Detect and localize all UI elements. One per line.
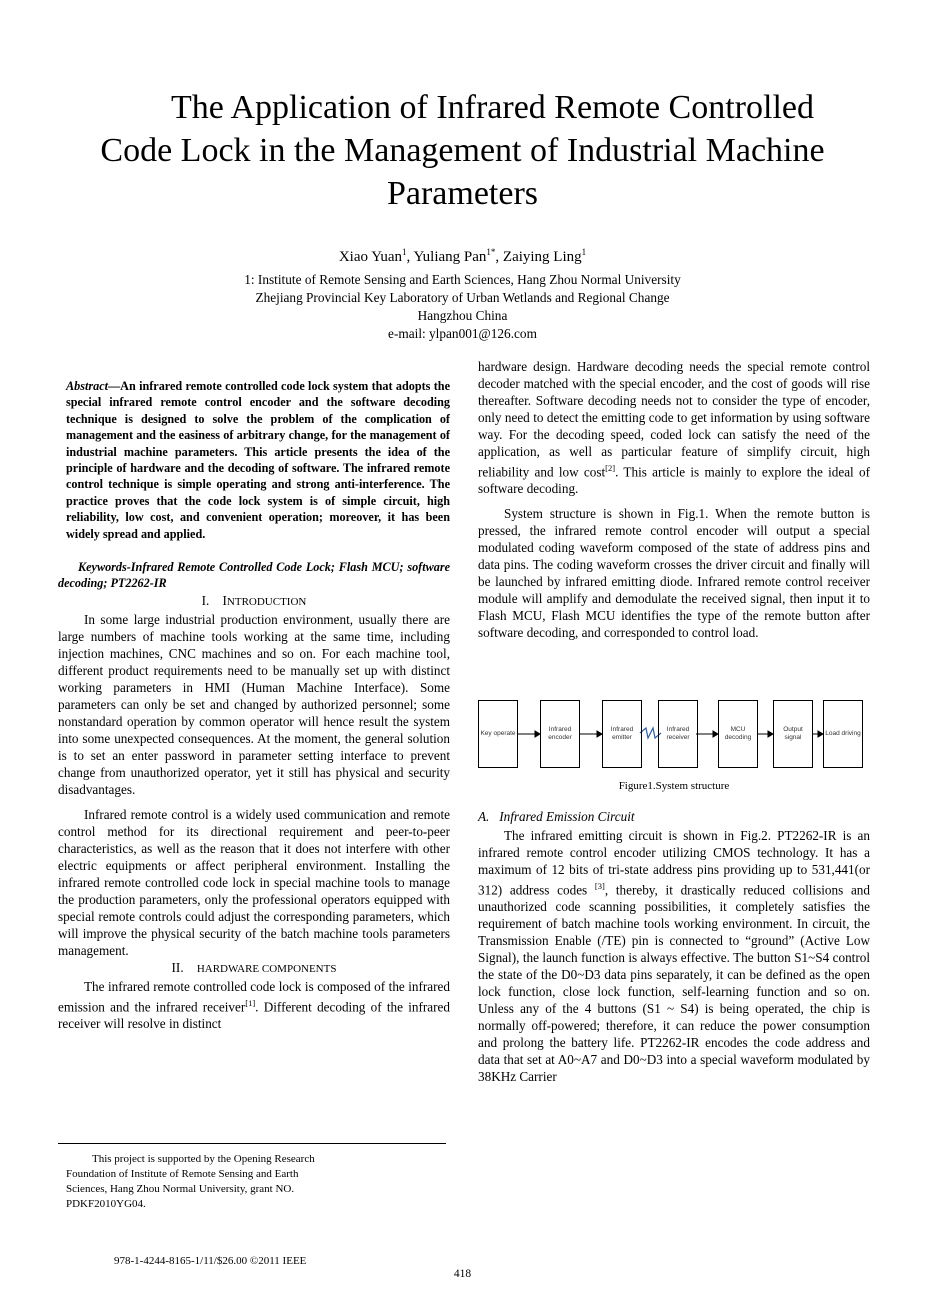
paper-title xyxy=(40,86,885,215)
citation-2: [2] xyxy=(605,463,616,473)
intro-paragraph-2: Infrared remote control is a widely used communication and remote control method for its directional requirement and peer-to-peer characteristics, as well as the reason that it does not interfere with other electric equipments or affect peripheral environment. Installing the infrared remote controlled code lock in special machine tools to manage the production parameters, only the professional operators equipped with special remote controls could adjust the corresponding parameters, which will improve the physical security of the batch machine tools parameters management. xyxy=(58,806,450,958)
section-number: I. xyxy=(201,592,210,608)
section-title-rest: NTRODUCTION xyxy=(226,595,307,608)
hardware-cont-text-a: hardware design. Hardware decoding needs the special remote control decoder matched with the special encoder, and the cost of goods will rise thereafter. Software decoding needs not to consider the type of encoder, only need to detect the emitting code to get information by using software way. For the decoding speed, coded lock can satisfy the need of the application, as well as particular feature of simplify circuit, high reliability and low cost xyxy=(478,359,870,480)
box-load-driving: Load driving xyxy=(823,700,863,768)
intro-paragraph-1: In some large industrial production environment, usually there are large numbers of machine tools working at the same time, including injection machines, CNC machines and so on. For each machine tool, different product requirements need to be manually set up with distinct working parameters in HMI (Human Machine Interface). Some parameters can only be set and changed by authorized personnel; some nonstandard operation by common operator will hence result the system into some unexpected consequences. At the moment, the general solution is to set an enter password in parameter setting interface to prevent change from unauthorized operator, yet it still has physical and security disadvantages. xyxy=(58,611,450,797)
affiliation-line-3: Hangzhou China xyxy=(417,308,508,323)
author-email: e-mail: ylpan001@126.com xyxy=(388,326,537,341)
hardware-cont-text-b: . This article is mainly to explore the ideal of software decoding. xyxy=(478,464,870,497)
author-2-affil: 1* xyxy=(486,247,496,257)
box-infrared-emitter: Infrared emitter xyxy=(602,700,642,768)
author-2: Yuliang Pan xyxy=(413,249,487,265)
left-column xyxy=(58,378,450,1032)
box-key-operate: Key operate xyxy=(478,700,518,768)
emission-text-b: , thereby, it drastically reduced collisions and unauthorized code scanning possibilities, it completely satisfies the requirement of batch machine tools working environment. In circuit, the Transmission Enable (/TE) pin is connected to “ground” (Active Low Signal), the launch function is always effective. The button S1~S4 control the state of the D0~D3 data pins separately, it can be defined as the open lock function, close lock function, self-learning function and so on. Unless any of the 4 buttons (S1 ~ S4) is being operated, the chip is normally off-powered; therefore, it can reduce the power consumption and prolong the battery life. PT2262-IR encodes the code address and data that set at A0~A7 and D0~D3 into a special waveform modulated by 38KHz Carrier xyxy=(478,882,870,1085)
box-output-signal: Output signal xyxy=(773,700,813,768)
author-separator: , xyxy=(406,249,414,265)
section-number: II. xyxy=(171,959,184,975)
hardware-paragraph-1 xyxy=(58,978,450,1032)
isbn-copyright: 978-1-4244-8165-1/11/$26.00 ©2011 IEEE xyxy=(114,1255,307,1267)
abstract-text: An infrared remote controlled code lock system that adopts the special infrared remote control encoder and the software decoding technique is designed to solve the problem of the complication of management and the easiness of arbitrary change, for the management of industrial machine parameters. This article presents the idea of the principle of hardware and the decoding of software. The infrared remote control technique is simple operating and strong anti-interference. The practice proves that the code lock system is of simple circuit, high reliability, low cost, and convenient operation; moreover, it has been widely spread and applied. xyxy=(66,379,450,541)
affiliation-line-1: 1: Institute of Remote Sensing and Earth Sciences, Hang Zhou Normal University xyxy=(244,272,681,287)
subsection-heading-emission xyxy=(478,808,870,825)
keywords: Keywords-Infrared Remote Controlled Code Lock; Flash MCU; software decoding; PT2262-IR xyxy=(58,560,450,591)
author-separator: , xyxy=(495,249,503,265)
funding-footnote xyxy=(66,1152,356,1212)
citation-3: [3] xyxy=(594,881,605,891)
affiliation-line-2: Zhejiang Provincial Key Laboratory of Urban Wetlands and Regional Change xyxy=(255,290,670,305)
emission-text-a: The infrared emitting circuit is shown in Fig.2. PT2262-IR is an infrared remote control encoder utilizing CMOS technology. It has a maximum of 12 bits of tri-state address pins providing up to 531,441(or 312) address codes xyxy=(478,828,870,898)
emission-paragraph xyxy=(478,827,870,1085)
affiliation-block xyxy=(0,271,925,343)
abstract xyxy=(66,378,450,542)
system-structure-figure xyxy=(478,700,870,772)
footnote-line-3: Sciences, Hang Zhou Normal University, grant NO. xyxy=(66,1183,295,1195)
section-heading-introduction xyxy=(58,592,450,611)
section-title-initial: I xyxy=(222,592,227,608)
footnote-divider xyxy=(58,1143,446,1144)
page-number: 418 xyxy=(453,1268,472,1280)
subsection-label: A. xyxy=(478,809,490,824)
author-3: Zaiying Ling xyxy=(502,249,582,265)
section-heading-hardware xyxy=(58,959,450,978)
hardware-text-a: The infrared remote controlled code lock is composed of the infrared emission and the infrared receiver xyxy=(58,978,450,1015)
footnote-line-2: Foundation of Institute of Remote Sensing and Earth xyxy=(66,1168,299,1180)
hardware-text-b: . Different decoding of the infrared receiver will resolve in distinct xyxy=(58,999,450,1032)
box-infrared-receiver: Infrared receiver xyxy=(658,700,698,768)
subsection-title: Infrared Emission Circuit xyxy=(499,809,635,824)
abstract-label: Abstract xyxy=(66,379,108,393)
system-structure-paragraph: System structure is shown in Fig.1. When the remote button is pressed, the infrared remote control encoder will output a special modulated coding waveform composed of the state of address pins and data pins. The coding waveform crosses the driver circuit and finally will be launched by infrared emitting diode. Infrared remote control receiver module will amplify and demodulate the received signal, then input it to Flash MCU, Flash MCU identifies the type of the remote button after software decoding, and corresponded to control load. xyxy=(478,506,870,641)
figure-caption: Figure1.System structure xyxy=(618,780,730,792)
box-mcu-decoding: MCU decoding xyxy=(718,700,758,768)
footnote-line-4: PDKF2010YG04. xyxy=(66,1198,146,1210)
title-line-3: Parameters xyxy=(386,175,539,212)
right-column xyxy=(478,358,870,641)
title-line-1: The Application of Infrared Remote Controlled xyxy=(171,89,814,126)
right-column-lower xyxy=(478,808,870,1085)
footnote-line-1: This project is supported by the Opening Research xyxy=(92,1153,315,1165)
section-title: HARDWARE COMPONENTS xyxy=(196,962,337,975)
abstract-dash: — xyxy=(107,379,121,393)
hardware-paragraph-continued xyxy=(478,358,870,497)
title-line-2: Code Lock in the Management of Industrial Machine xyxy=(100,132,825,169)
citation-1: [1] xyxy=(245,997,256,1008)
author-1-affil: 1 xyxy=(402,247,407,257)
box-infrared-encoder: Infrared encoder xyxy=(540,700,580,768)
author-1: Xiao Yuan xyxy=(338,249,403,265)
author-3-affil: 1 xyxy=(581,247,587,257)
author-list xyxy=(0,247,925,266)
